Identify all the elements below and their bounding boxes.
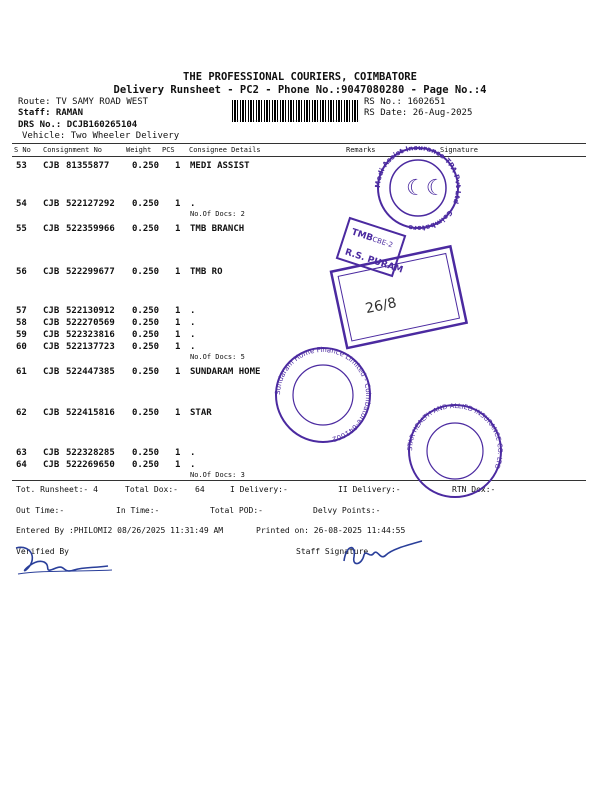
verified-signature [12,540,122,580]
out-time: Out Time:- [16,506,65,515]
row-prefix: CJB [43,306,60,316]
col-sno: S No [14,146,31,154]
row-consignment-no: 522130912 [66,306,115,316]
drs-number: DRS No.: DCJB160265104 [18,120,138,130]
row-sno: 60 [16,342,27,352]
totals-rule [12,480,586,481]
doc-count-note: No.Of Docs: 5 [190,353,245,361]
row-sno: 54 [16,199,27,209]
row-consignment-no: 522328285 [66,448,115,458]
row-prefix: CJB [43,267,60,277]
col-weight: Weight [126,146,152,154]
row-weight: 0.250 [132,330,160,340]
date-received-stamp [324,236,476,360]
row-weight: 0.250 [132,460,160,470]
row-consignee: MEDI ASSIST [190,161,250,171]
row-sno: 56 [16,267,27,277]
total-pod: Total POD:- [210,506,263,515]
header-rule-top [12,143,586,144]
row-weight: 0.250 [132,161,160,171]
total-dox-value: 64 [195,485,205,494]
row-sno: 63 [16,448,27,458]
route: Route: TV SAMY ROAD WEST [18,97,149,107]
col-consignee: Consignee Details [189,146,261,154]
col-signature: Signature [440,146,478,154]
rs-date: RS Date: 26-Aug-2025 [364,108,473,118]
svg-text:TMB: TMB [350,227,375,244]
row-sno: 57 [16,306,27,316]
row-sno: 58 [16,318,27,328]
row-consignee: . [190,448,196,458]
staff: Staff: RAMAN [18,108,84,118]
row-consignee: TMB BRANCH [190,224,245,234]
row-consignment-no: 522269650 [66,460,115,470]
row-prefix: CJB [43,318,60,328]
row-pcs: 1 [175,318,181,328]
svg-text:☾☾: ☾☾ [406,176,446,201]
row-consignee: SUNDARAM HOME [190,367,261,377]
total-dox-label: Total Dox:- [125,485,178,494]
row-weight: 0.250 [132,367,160,377]
verified-by: Verified By [16,547,69,556]
row-consignment-no: 522447385 [66,367,115,377]
svg-text:R.S. PURAM: R.S. PURAM [343,247,405,276]
row-weight: 0.250 [132,342,160,352]
delvy-points: Delvy Points:- [313,506,381,515]
rs-number: RS No.: 1602651 [364,97,446,107]
row-weight: 0.250 [132,306,160,316]
svg-text:Sundaram Home Finance Limited: Sundaram Home Finance Limited - Coimbatore-641002 [273,345,373,444]
row-prefix: CJB [43,342,60,352]
row-pcs: 1 [175,460,181,470]
col-pcs: PCS [162,146,175,154]
row-sno: 59 [16,330,27,340]
printed-on: Printed on: 26-08-2025 11:44:55 [256,526,406,535]
row-pcs: 1 [175,342,181,352]
row-sno: 55 [16,224,27,234]
row-weight: 0.250 [132,267,160,277]
row-consignment-no: 522127292 [66,199,115,209]
row-pcs: 1 [175,161,181,171]
row-consignee: . [190,342,196,352]
ii-delivery: II Delivery:- [338,485,401,494]
row-pcs: 1 [175,199,181,209]
doc-count-note: No.Of Docs: 3 [190,471,245,479]
svg-text:Medi Assist Insurance TPA Pvt: Medi Assist Insurance TPA Pvt Ltd - Coimbatore [373,145,463,231]
row-consignee: . [190,330,196,340]
row-consignee: TMB RO [190,267,223,277]
col-consignment: Consignment No [43,146,103,154]
sundaram-home-stamp [268,342,378,448]
row-pcs: 1 [175,330,181,340]
row-consignment-no: 81355877 [66,161,110,171]
row-consignee: STAR [190,408,212,418]
runsheet-title: Delivery Runsheet - PC2 - Phone No.:9047080280 - Page No.:4 [113,84,487,96]
row-pcs: 1 [175,306,181,316]
row-consignee: . [190,318,196,328]
rtn-dox: RTN Dox:- [452,485,496,494]
total-runsheet: Tot. Runsheet:- 4 [16,485,98,494]
medi-assist-stamp [368,145,468,231]
row-consignment-no: 522359966 [66,224,115,234]
row-consignment-no: 522137723 [66,342,115,352]
svg-text:CBE-2: CBE-2 [371,235,394,250]
row-sno: 62 [16,408,27,418]
row-pcs: 1 [175,267,181,277]
row-consignment-no: 522415816 [66,408,115,418]
row-pcs: 1 [175,367,181,377]
row-weight: 0.250 [132,318,160,328]
row-sno: 53 [16,161,27,171]
row-prefix: CJB [43,161,60,171]
vehicle: Vehicle: Two Wheeler Delivery [22,131,180,141]
barcode [232,100,360,122]
row-consignee: . [190,306,196,316]
doc-count-note: No.Of Docs: 2 [190,210,245,218]
row-pcs: 1 [175,224,181,234]
row-consignee: . [190,460,196,470]
company-name: THE PROFESSIONAL COURIERS, COIMBATORE [183,71,417,83]
row-weight: 0.250 [132,448,160,458]
row-sno: 64 [16,460,27,470]
tmb-stamp [334,216,408,278]
row-consignment-no: 522270569 [66,318,115,328]
entered-by: Entered By :PHILOMI2 08/26/2025 11:31:49 AM [16,526,224,535]
row-consignment-no: 522323816 [66,330,115,340]
in-time: In Time:- [116,506,160,515]
row-weight: 0.250 [132,199,160,209]
staff-signature-label: Staff Signature [296,547,369,556]
row-pcs: 1 [175,408,181,418]
row-pcs: 1 [175,448,181,458]
row-prefix: CJB [43,448,60,458]
svg-text:26/8: 26/8 [363,295,399,318]
row-weight: 0.250 [132,408,160,418]
row-prefix: CJB [43,408,60,418]
row-prefix: CJB [43,330,60,340]
row-sno: 61 [16,367,27,377]
row-prefix: CJB [43,199,60,209]
col-remarks: Remarks [346,146,376,154]
svg-text:STAR HEALTH AND ALLIED INSURAN: STAR HEALTH AND ALLIED INSURANCE CO. LTD [405,401,505,471]
row-consignment-no: 522299677 [66,267,115,277]
row-consignee: . [190,199,196,209]
i-delivery: I Delivery:- [230,485,288,494]
row-prefix: CJB [43,367,60,377]
row-prefix: CJB [43,224,60,234]
row-prefix: CJB [43,460,60,470]
row-weight: 0.250 [132,224,160,234]
header-rule-bottom [12,156,586,157]
